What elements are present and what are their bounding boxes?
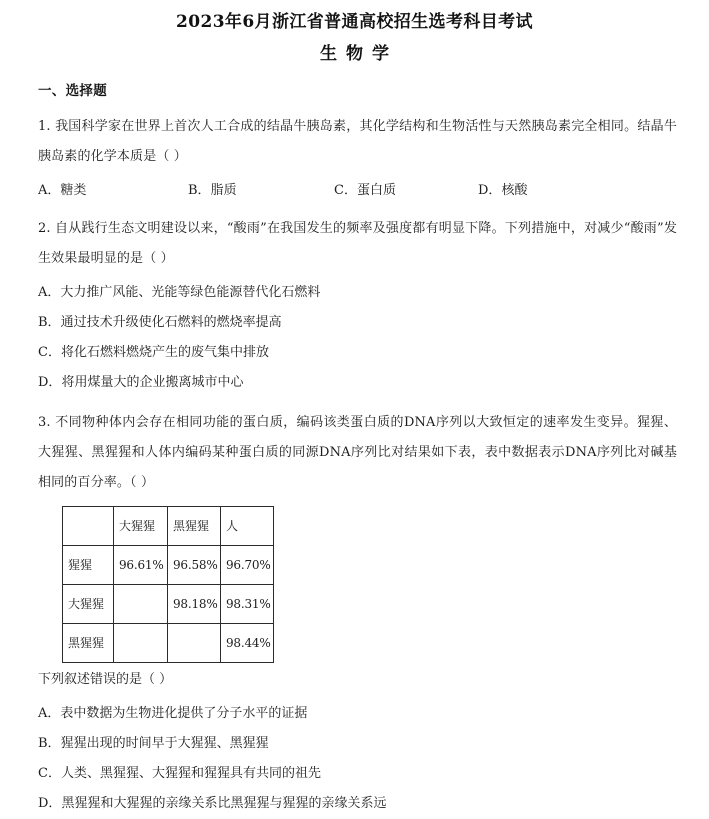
option-2-b-letter: B． — [38, 315, 61, 330]
question-3-stem: 3. 不同物种体内会存在相同功能的蛋白质，编码该类蛋白质的DNA序列以大致恒定的速率发生变异。猩猩、大猩猩、黑猩猩和人体内编码某种蛋白质的同源DNA序列比对结果如下表，表中数据表示DNA序列比对碱基相同的百分率。（ ） — [38, 415, 677, 490]
dna-similarity-table — [62, 506, 274, 663]
table-cell-r1c3: 98.31% — [221, 585, 274, 624]
option-1-d[interactable] — [478, 178, 527, 204]
option-3-d-letter: D． — [38, 796, 62, 811]
option-2-b[interactable] — [38, 308, 677, 338]
option-3-b-letter: B． — [38, 736, 61, 751]
option-1-d-text: 核酸 — [501, 183, 528, 198]
table-cell-r2c2 — [168, 624, 221, 663]
option-3-d-text: 黑猩猩和大猩猩的亲缘关系比黑猩猩与猩猩的亲缘关系远 — [61, 796, 387, 811]
question-2-options — [0, 278, 709, 398]
option-1-d-letter: D． — [478, 183, 502, 198]
table-row — [63, 624, 274, 663]
option-2-d-text: 将用煤量大的企业搬离城市中心 — [61, 375, 244, 390]
option-2-d-letter: D． — [38, 375, 62, 390]
table-row-header-orangutan: 猩猩 — [63, 546, 114, 585]
option-3-c-letter: C． — [38, 766, 61, 781]
option-2-d[interactable] — [38, 368, 677, 398]
option-2-c-letter: C． — [38, 345, 61, 360]
question-2 — [0, 214, 709, 274]
option-3-b-text: 猩猩出现的时间早于大猩猩、黑猩猩 — [60, 736, 269, 751]
option-1-b-text: 脂质 — [210, 183, 237, 198]
table-cell-r0c1: 96.61% — [114, 546, 168, 585]
option-3-c[interactable] — [38, 759, 677, 789]
option-1-c-text: 蛋白质 — [356, 183, 396, 198]
table-cell-r0c3: 96.70% — [221, 546, 274, 585]
question-2-stem: 2. 自从践行生态文明建设以来，“酸雨”在我国发生的频率及强度都有明显下降。下列措施中，对减少“酸雨”发生效果最明显的是（ ） — [38, 221, 677, 266]
question-3-sub-prefix: 下列叙述 — [38, 672, 91, 687]
table-cell-r0c2: 96.58% — [168, 546, 221, 585]
page-subtitle: 生物学 — [320, 44, 398, 64]
table-corner-cell — [63, 507, 114, 546]
option-1-c-letter: C． — [334, 183, 357, 198]
option-1-a-text: 糖类 — [60, 183, 87, 198]
option-1-b-letter: B． — [188, 183, 211, 198]
section-heading: 一、选择题 — [38, 83, 107, 99]
option-2-a-letter: A． — [38, 285, 61, 300]
option-3-a-letter: A． — [38, 706, 61, 721]
question-3 — [0, 408, 709, 498]
question-3-sub-emphasis: 错误 .. — [90, 665, 116, 695]
page-title: 2023年6月浙江省普通高校招生选考科目考试 — [176, 12, 533, 32]
option-1-b[interactable] — [188, 178, 237, 204]
question-3-options — [0, 699, 709, 819]
option-2-b-text: 通过技术升级使化石燃料的燃烧率提高 — [60, 315, 282, 330]
table-row — [63, 546, 274, 585]
dna-similarity-table-wrap — [0, 506, 709, 663]
option-3-b[interactable] — [38, 729, 677, 759]
question-1-stem: 1. 我国科学家在世界上首次人工合成的结晶牛胰岛素，其化学结构和生物活性与天然胰岛素完全相同。结晶牛胰岛素的化学本质是（ ） — [38, 119, 677, 164]
option-2-a-text: 大力推广风能、光能等绿色能源替代化石燃料 — [60, 285, 321, 300]
option-1-a[interactable] — [38, 178, 86, 204]
table-row-header-chimpanzee: 黑猩猩 — [63, 624, 114, 663]
table-col-header-human: 人 — [221, 507, 274, 546]
option-3-c-text: 人类、黑猩猩、大猩猩和猩猩具有共同的祖先 — [60, 766, 321, 781]
option-3-a[interactable] — [38, 699, 677, 729]
option-2-c-text: 将化石燃料燃烧产生的废气集中排放 — [60, 345, 269, 360]
table-cell-r2c3: 98.44% — [221, 624, 274, 663]
option-1-a-letter: A． — [38, 183, 61, 198]
option-1-c[interactable] — [334, 178, 396, 204]
table-row — [63, 585, 274, 624]
table-col-header-chimpanzee: 黑猩猩 — [168, 507, 221, 546]
table-cell-r2c1 — [114, 624, 168, 663]
option-2-a[interactable] — [38, 278, 677, 308]
option-3-d[interactable] — [38, 789, 677, 819]
option-3-a-text: 表中数据为生物进化提供了分子水平的证据 — [60, 706, 308, 721]
table-header-row — [63, 507, 274, 546]
option-2-c[interactable] — [38, 338, 677, 368]
question-3-sub-prompt — [0, 665, 709, 695]
question-1 — [0, 112, 709, 172]
table-cell-r1c2: 98.18% — [168, 585, 221, 624]
table-cell-r1c1 — [114, 585, 168, 624]
table-row-header-gorilla: 大猩猩 — [63, 585, 114, 624]
question-3-sub-suffix: 的是（ ） — [116, 672, 173, 687]
question-1-options — [0, 178, 709, 204]
table-col-header-gorilla: 大猩猩 — [114, 507, 168, 546]
